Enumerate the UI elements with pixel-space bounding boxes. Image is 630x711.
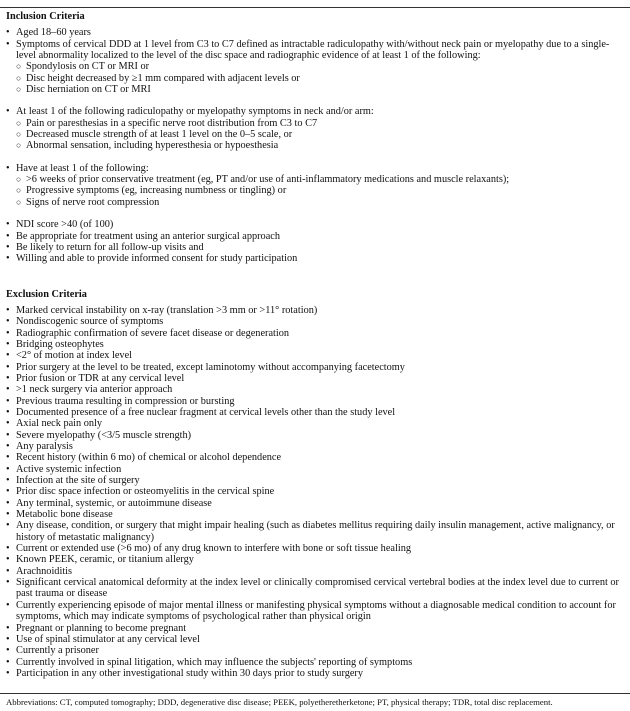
inclusion-group-4	[6, 219, 626, 264]
list-item: • Arachnoiditis	[6, 566, 626, 577]
list-item: • Be likely to return for all follow-up visits and	[6, 242, 626, 253]
list-item: • Currently a prisoner	[6, 645, 626, 656]
list-item: • Participation in any other investigational study within 30 days prior to study surgery	[6, 668, 626, 679]
list-item	[6, 163, 626, 208]
list-item: • Radiographic confirmation of severe facet disease or degeneration	[6, 328, 626, 339]
sub-list-item: ○ Decreased muscle strength of at least 1 level on the 0–5 scale, or	[16, 129, 626, 140]
list-item: • Severe myelopathy (<3/5 muscle strength)	[6, 430, 626, 441]
list-item-text: Symptoms of cervical DDD at 1 level from C3 to C7 defined as intractable radiculopathy with/without neck pain or myelopathy due to a single-level abnormality localized to the level of the disc space and radiographic evidence of at least 1 of the following:	[16, 38, 610, 62]
list-item: • Prior disc space infection or osteomyelitis in the cervical spine	[6, 486, 626, 497]
list-item: • Pregnant or planning to become pregnant	[6, 623, 626, 634]
list-item: • Currently involved in spinal litigation, which may influence the subjects' reporting of symptoms	[6, 657, 626, 668]
list-item: • Bridging osteophytes	[6, 339, 626, 350]
list-item: • Currently experiencing episode of major mental illness or manifesting physical symptoms without a diagnosable medical condition to account for symptoms, which may indicate symptoms of psychological rather than physical origin	[6, 600, 626, 623]
list-item-text: At least 1 of the following radiculopathy or myelopathy symptoms in neck and/or arm:	[16, 106, 374, 118]
list-item: • Current or extended use (>6 mo) of any drug known to interfere with bone or soft tissue healing	[6, 543, 626, 554]
list-item: • >1 neck surgery via anterior approach	[6, 384, 626, 395]
sub-list-item: ○ Disc height decreased by ≥1 mm compared with adjacent levels or	[16, 73, 626, 84]
list-item: • Axial neck pain only	[6, 418, 626, 429]
sub-list-item: ○ Abnormal sensation, including hyperesthesia or hypoesthesia	[16, 140, 626, 151]
list-item: • Significant cervical anatomical deformity at the index level or clinically compromised cervical vertebral bodies at the index level due to current or past trauma or disease	[6, 577, 626, 600]
sub-list-item: ○ Spondylosis on CT or MRI or	[16, 61, 626, 72]
list-item: • Any terminal, systemic, or autoimmune disease	[6, 498, 626, 509]
sub-list-item: ○ Disc herniation on CT or MRI	[16, 84, 626, 95]
list-item: • Any disease, condition, or surgery that might impair healing (such as diabetes mellitus requiring daily insulin management, active malignancy, or history of metastatic malignancy)	[6, 520, 626, 543]
list-item: • Nondiscogenic source of symptoms	[6, 316, 626, 327]
list-item: • Previous trauma resulting in compression or bursting	[6, 396, 626, 407]
list-item: • Known PEEK, ceramic, or titanium allergy	[6, 554, 626, 565]
table-top-rule	[0, 7, 630, 8]
list-item	[6, 106, 626, 151]
sub-list	[16, 61, 626, 95]
table-bottom-rule	[0, 693, 630, 694]
list-item: • Metabolic bone disease	[6, 509, 626, 520]
exclusion-heading: Exclusion Criteria	[6, 288, 87, 300]
list-item: • <2° of motion at index level	[6, 350, 626, 361]
list-item: • Use of spinal stimulator at any cervical level	[6, 634, 626, 645]
inclusion-heading: Inclusion Criteria	[6, 11, 85, 22]
list-item: • Marked cervical instability on x-ray (translation >3 mm or >11° rotation)	[6, 305, 626, 316]
list-item	[6, 39, 626, 96]
list-item: • NDI score >40 (of 100)	[6, 219, 626, 230]
list-item: • Prior surgery at the level to be treated, except laminotomy without accompanying facetectomy	[6, 362, 626, 373]
list-item: • Be appropriate for treatment using an anterior surgical approach	[6, 231, 626, 242]
sub-list-item: ○ >6 weeks of prior conservative treatment (eg, PT and/or use of anti-inflammatory medications and muscle relaxants);	[16, 174, 626, 185]
exclusion-list	[6, 305, 626, 679]
list-item: • Active systemic infection	[6, 464, 626, 475]
list-item: • Recent history (within 6 mo) of chemical or alcohol dependence	[6, 452, 626, 463]
list-item: • Aged 18–60 years	[6, 27, 626, 38]
list-item: • Willing and able to provide informed consent for study participation	[6, 253, 626, 264]
list-item: • Any paralysis	[6, 441, 626, 452]
sub-list-item: ○ Progressive symptoms (eg, increasing numbness or tingling) or	[16, 185, 626, 196]
list-item: • Documented presence of a free nuclear fragment at cervical levels other than the study level	[6, 407, 626, 418]
abbreviations-footnote: Abbreviations: CT, computed tomography; DDD, degenerative disc disease; PEEK, polyetheretherketone; PT, physical therapy; TDR, total disc replacement.	[6, 697, 553, 707]
criteria-table	[6, 11, 626, 679]
list-item: • Prior fusion or TDR at any cervical level	[6, 373, 626, 384]
inclusion-group-3	[6, 163, 626, 208]
sub-list-item: ○ Pain or paresthesias in a specific nerve root distribution from C3 to C7	[16, 118, 626, 129]
inclusion-group-1	[6, 27, 626, 95]
inclusion-group-2	[6, 106, 626, 151]
sub-list	[16, 174, 626, 208]
sub-list	[16, 118, 626, 152]
list-item: • Infection at the site of surgery	[6, 475, 626, 486]
list-item-text: Have at least 1 of the following:	[16, 162, 149, 174]
sub-list-item: ○ Signs of nerve root compression	[16, 197, 626, 208]
